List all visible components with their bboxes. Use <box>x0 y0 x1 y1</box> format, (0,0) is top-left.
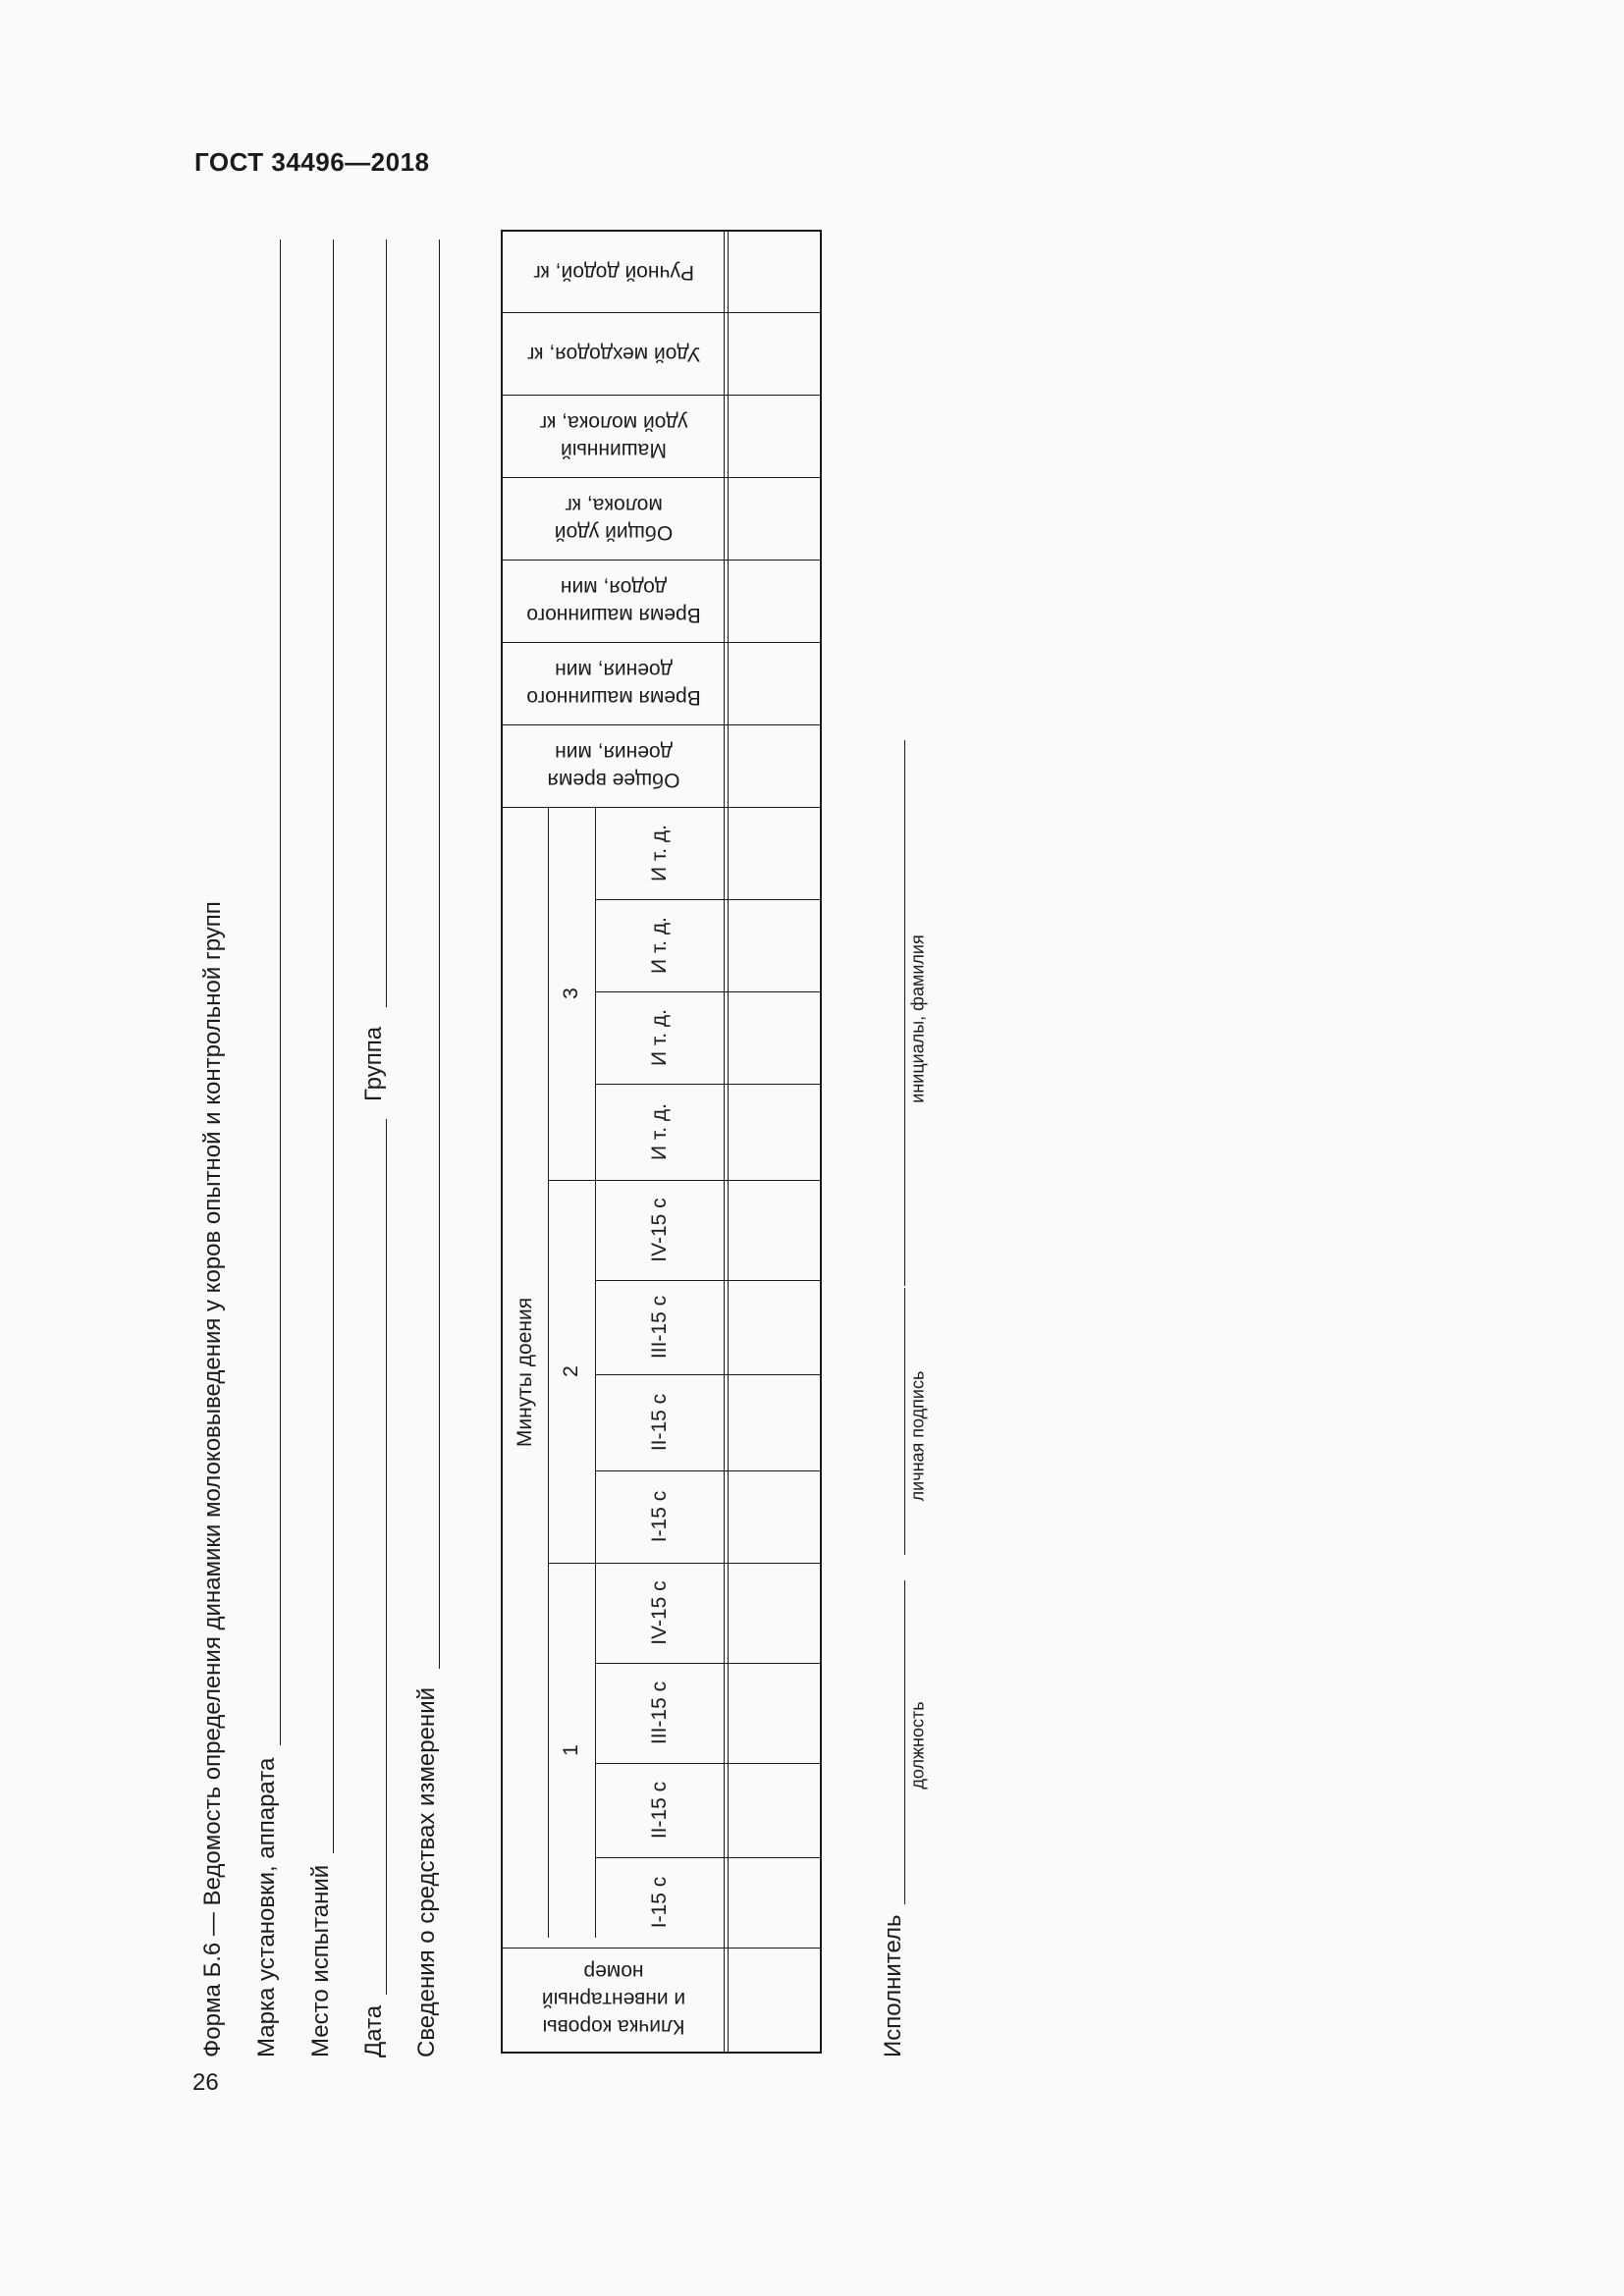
minute-group-line <box>548 1563 595 1564</box>
interval-label: I-15 с <box>648 1490 671 1543</box>
interval-line <box>595 1763 820 1764</box>
minute-number-line <box>595 807 596 1938</box>
field-brand-label: Марка установки, аппарата <box>253 1757 280 2057</box>
interval-line <box>595 1180 820 1181</box>
interval-line <box>595 991 820 992</box>
interval-label: И т. д. <box>648 825 671 881</box>
minute-group-number: 2 <box>560 1365 582 1377</box>
caption-name: инициалы, фамилия <box>907 934 928 1103</box>
field-instruments-line[interactable] <box>439 240 440 1669</box>
result-header: Машинный удой молока, кг <box>539 411 688 461</box>
result-header: Время машинного доения, мин <box>526 659 701 709</box>
caption-position: должность <box>907 1701 928 1789</box>
minutes-header: Минуты доения <box>514 1297 536 1448</box>
data-table <box>501 230 822 2054</box>
interval-line <box>595 1084 820 1085</box>
result-header: Общий удой молока, кг <box>554 494 674 544</box>
interval-label: IV-15 с <box>648 1198 671 1262</box>
row-line <box>503 395 820 396</box>
result-header: Удой мехдодоя, кг <box>526 343 701 365</box>
interval-label: IV-15 с <box>648 1580 671 1645</box>
signature-line-name[interactable] <box>904 740 905 1286</box>
interval-label: III-15 с <box>648 1295 671 1360</box>
field-place-label: Место испытаний <box>307 1864 334 2057</box>
field-place-line[interactable] <box>333 240 334 1853</box>
interval-line <box>595 1280 820 1281</box>
interval-line <box>595 1563 820 1564</box>
interval-line <box>595 899 820 900</box>
field-instruments-label: Сведения о средствах измерений <box>413 1686 440 2057</box>
interval-label: II-15 с <box>648 1781 671 1840</box>
interval-label: И т. д. <box>648 917 671 974</box>
result-header: Время машинного додоя, мин <box>526 576 701 626</box>
caption-signature: личная подпись <box>907 1370 928 1502</box>
field-group-line[interactable] <box>386 240 387 1007</box>
interval-line <box>595 1857 820 1858</box>
field-date-line[interactable] <box>386 1119 387 1995</box>
header-divider <box>724 232 725 2052</box>
minute-group-number: 1 <box>560 1744 582 1756</box>
signature-line-sign[interactable] <box>904 1288 905 1555</box>
result-header: Общее время доения, мин <box>547 741 680 791</box>
form-title: Форма Б.6 — Ведомость определения динамики молоковыведения у коров опытной и контрольной групп <box>199 901 226 2057</box>
minute-group-number: 3 <box>560 988 582 999</box>
interval-label: I-15 с <box>648 1876 671 1929</box>
header-divider-inner <box>728 232 729 2052</box>
field-date-label: Дата <box>360 2004 387 2057</box>
minutes-header-line <box>548 807 549 1938</box>
cow-header: Кличка коровы и инвентарный номер <box>541 1960 686 2038</box>
executor-label: Исполнитель <box>880 1914 906 2057</box>
interval-line <box>595 1374 820 1375</box>
field-group-label: Группа <box>360 1026 387 1101</box>
row-line <box>503 724 820 725</box>
interval-label: III-15 с <box>648 1681 671 1745</box>
page-number: 26 <box>192 2069 219 2096</box>
row-line <box>503 477 820 478</box>
interval-line <box>503 1948 820 1949</box>
interval-line <box>595 1470 820 1471</box>
interval-label: И т. д. <box>648 1009 671 1066</box>
interval-line <box>595 1663 820 1664</box>
interval-label: И т. д. <box>648 1103 671 1160</box>
interval-label: II-15 с <box>648 1393 671 1452</box>
row-line <box>503 312 820 313</box>
field-brand-line[interactable] <box>280 240 281 1745</box>
result-header: Ручной додой, кг <box>533 261 694 284</box>
page-header: ГОСТ 34496—2018 <box>194 147 430 177</box>
row-line <box>503 560 820 561</box>
row-line <box>503 807 820 808</box>
minute-group-line <box>548 1180 595 1181</box>
signature-line-position[interactable] <box>904 1580 905 1904</box>
row-line <box>503 642 820 643</box>
